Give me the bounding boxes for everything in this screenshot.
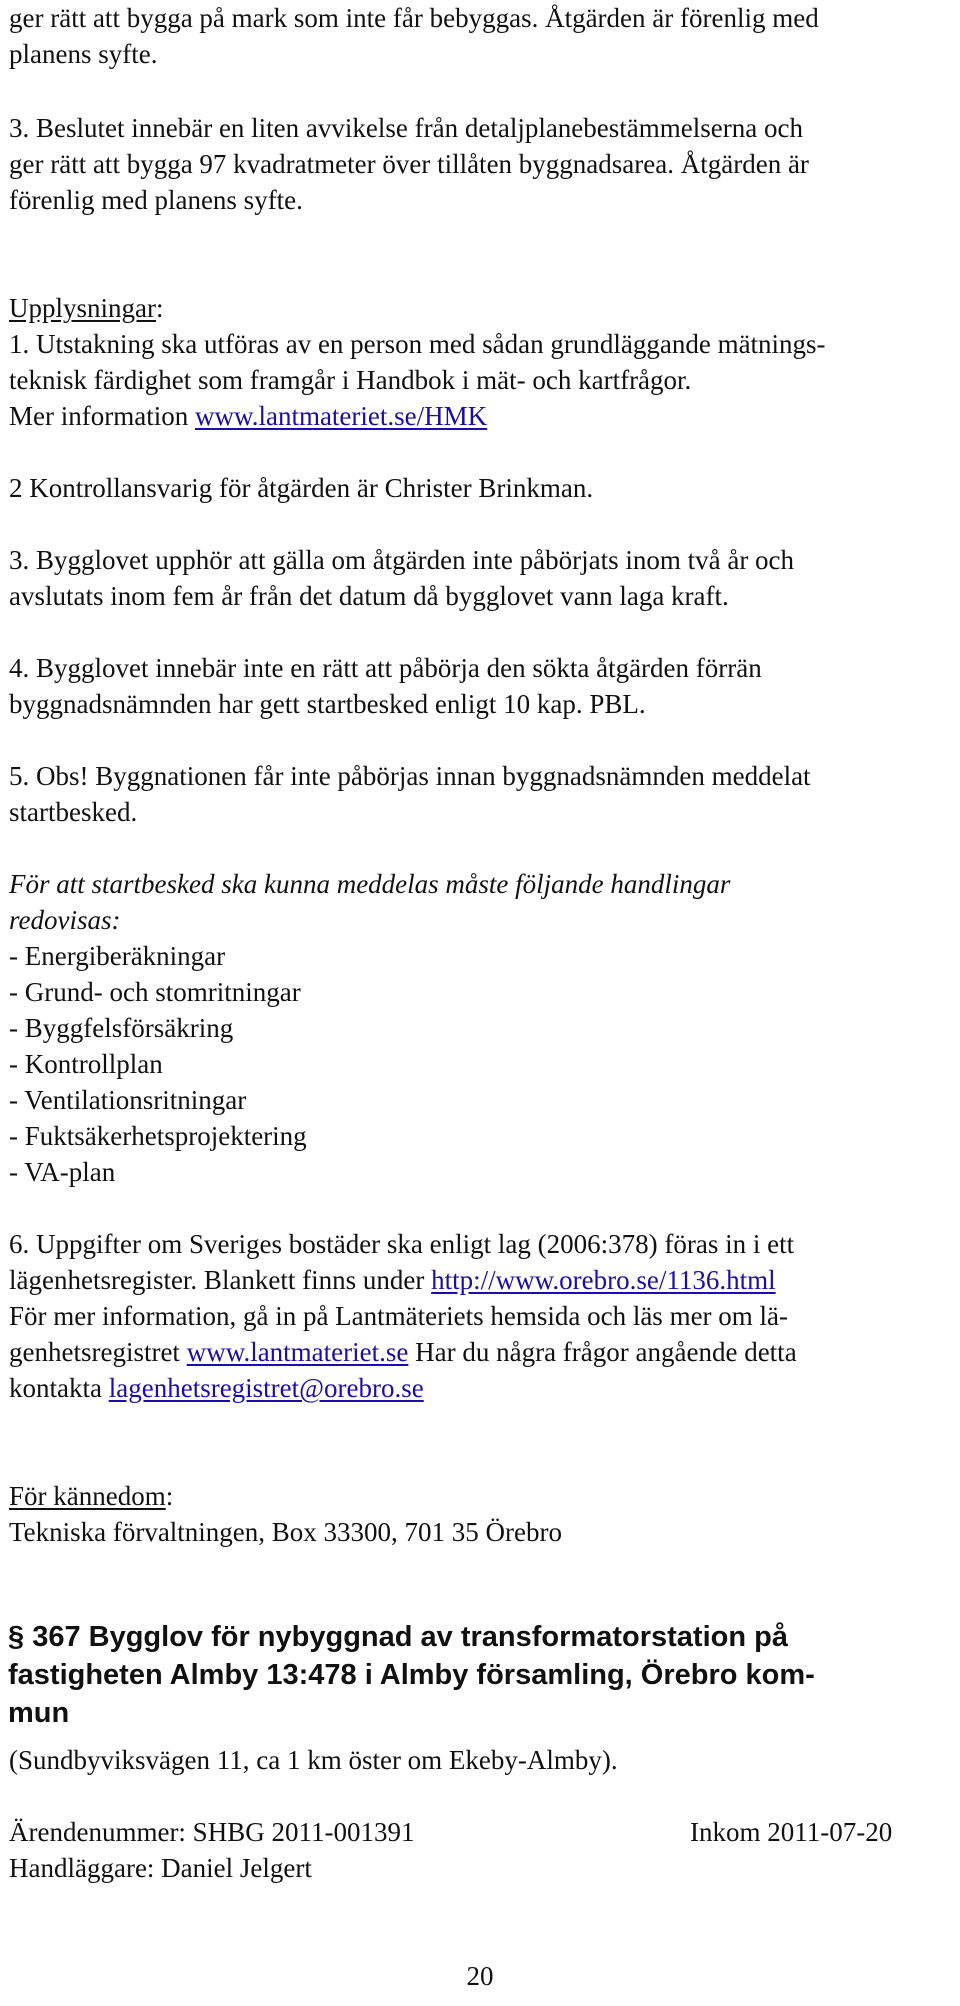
decision-item-3: 3. Beslutet innebär en liten avvikelse från detaljplanebestämmelserna och (9, 113, 803, 143)
info-item-5: 5. Obs! Byggnationen får inte påbörjas innan byggnadsnämnden meddelat (9, 761, 811, 791)
register-text: genhetsregistret (9, 1337, 187, 1367)
more-info-line (9, 398, 487, 434)
kannedom-heading (9, 1478, 173, 1514)
lantmateriet-link[interactable]: www.lantmateriet.se (186, 1337, 409, 1367)
heading-colon: : (155, 293, 164, 323)
register-text: Har du några frågor angående detta (408, 1337, 797, 1367)
body-text-line: planens syfte. (9, 39, 158, 69)
doc-list-item: - Fuktsäkerhetsprojektering (9, 1121, 307, 1151)
body-text-line: teknisk färdighet som framgår i Handbok i mät- och kartfrågor. (9, 365, 692, 395)
register-line (9, 1334, 797, 1370)
more-info-label: Mer information (9, 401, 195, 431)
contact-line (9, 1370, 424, 1406)
requirements-intro: För att startbesked ska kunna meddelas måste följande handlingar (9, 869, 731, 899)
body-text-line: ger rätt att bygga 97 kvadratmeter över tillåten byggnadsarea. Åtgärden är (9, 149, 809, 179)
orebro-form-link[interactable]: http://www.orebro.se/1136.html (431, 1265, 776, 1295)
kannedom-heading-text: För kännedom (9, 1481, 166, 1511)
upplysningar-heading (9, 290, 164, 326)
doc-list-item: - Ventilationsritningar (9, 1085, 247, 1115)
upplysningar-heading-text: Upplysningar (9, 293, 156, 323)
register-text: lägenhetsregister. Blankett finns under (9, 1265, 432, 1295)
doc-list-item: - VA-plan (9, 1157, 116, 1187)
received-date: Inkom 2011-07-20 (690, 1817, 893, 1847)
doc-list-item: - Kontrollplan (9, 1049, 163, 1079)
doc-list-item: - Grund- och stomritningar (9, 977, 301, 1007)
info-item-4: 4. Bygglovet innebär inte en rätt att påbörja den sökta åtgärden förrän (9, 653, 762, 683)
info-item-3: 3. Bygglovet upphör att gälla om åtgärden inte påbörjats inom två år och (9, 545, 795, 575)
heading-colon: : (165, 1481, 174, 1511)
doc-list-item: - Energiberäkningar (9, 941, 226, 971)
section-title-line: fastigheten Almby 13:478 i Almby församling, Örebro kom- (8, 1659, 815, 1691)
info-item-2: 2 Kontrollansvarig för åtgärden är Christer Brinkman. (9, 473, 594, 503)
requirements-intro: redovisas: (9, 905, 121, 935)
page-number: 20 (466, 1961, 494, 1991)
body-text-line: ger rätt att bygga på mark som inte får bebyggas. Åtgärden är förenlig med (9, 3, 819, 33)
info-item-1: 1. Utstakning ska utföras av en person med sådan grundläggande mätnings- (9, 329, 826, 359)
paragraph-symbol: § (8, 1621, 25, 1653)
section-title-line: mun (8, 1697, 70, 1729)
section-title-text: 367 Bygglov för nybyggnad av transformatorstation på (24, 1621, 788, 1653)
doc-list-item: - Byggfelsförsäkring (9, 1013, 234, 1043)
case-number: Ärendenummer: SHBG 2011-001391 (9, 1817, 415, 1847)
body-text-line: startbesked. (9, 797, 138, 827)
body-text-line: förenlig med planens syfte. (9, 185, 303, 215)
body-text-line: avslutats inom fem år från det datum då bygglovet vann laga kraft. (9, 581, 729, 611)
register-line (9, 1262, 776, 1298)
section-subtitle: (Sundbyviksvägen 11, ca 1 km öster om Ekeby-Almby). (9, 1745, 618, 1775)
section-title (8, 1618, 788, 1656)
lantmateriet-hmk-link[interactable]: www.lantmateriet.se/HMK (194, 401, 488, 431)
case-officer: Handläggare: Daniel Jelgert (9, 1853, 312, 1883)
body-text-line: För mer information, gå in på Lantmäteriets hemsida och läs mer om lä- (9, 1301, 789, 1331)
register-email-link[interactable]: lagenhetsregistret@orebro.se (108, 1373, 424, 1403)
info-item-6: 6. Uppgifter om Sveriges bostäder ska enligt lag (2006:378) föras in i ett (9, 1229, 795, 1259)
body-text-line: byggnadsnämnden har gett startbesked enligt 10 kap. PBL. (9, 689, 646, 719)
kannedom-recipient: Tekniska förvaltningen, Box 33300, 701 35 Örebro (9, 1517, 563, 1547)
contact-label: kontakta (9, 1373, 109, 1403)
